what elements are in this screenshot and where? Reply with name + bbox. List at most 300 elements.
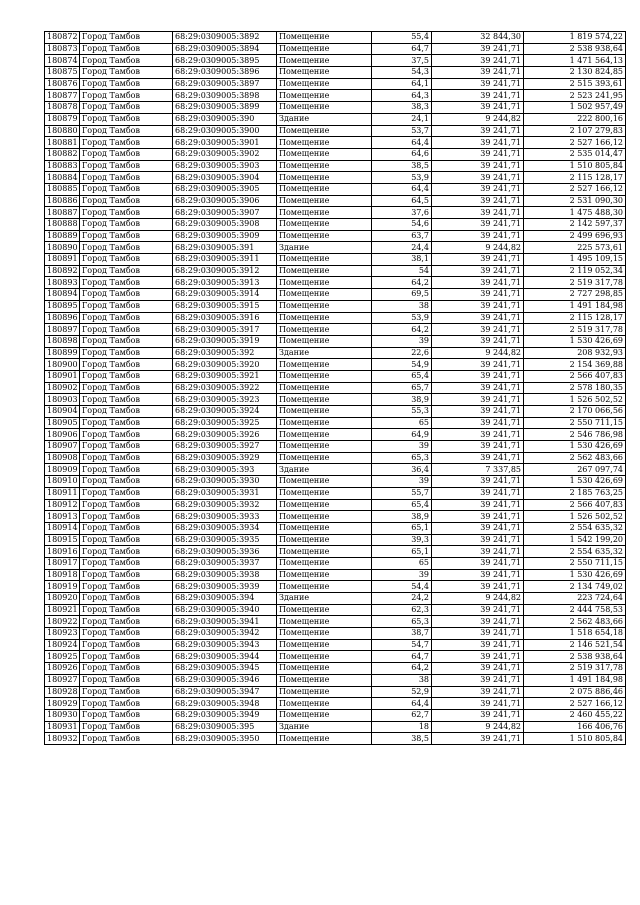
cadastral-number-cell: 68:29:0309005:394 xyxy=(173,593,277,605)
area-cell: 64,2 xyxy=(372,324,432,336)
cadastral-value-cell: 1 526 502,52 xyxy=(524,394,626,406)
table-row xyxy=(45,230,626,242)
cadastral-number-cell: 68:29:0309005:3909 xyxy=(173,230,277,242)
row-number-cell: 180924 xyxy=(45,639,80,651)
specific-value-cell: 39 241,71 xyxy=(432,230,524,242)
specific-value-cell: 39 241,71 xyxy=(432,172,524,184)
object-type-cell: Помещение xyxy=(277,230,372,242)
table-row xyxy=(45,137,626,149)
table-row xyxy=(45,102,626,114)
cadastral-value-cell: 2 115 128,17 xyxy=(524,172,626,184)
row-number-cell: 180875 xyxy=(45,67,80,79)
area-cell: 24,4 xyxy=(372,242,432,254)
specific-value-cell: 39 241,71 xyxy=(432,616,524,628)
area-cell: 65 xyxy=(372,557,432,569)
area-cell: 53,7 xyxy=(372,125,432,137)
cadastral-number-cell: 68:29:0309005:3931 xyxy=(173,487,277,499)
cadastral-value-cell: 2 170 066,56 xyxy=(524,406,626,418)
cadastral-value-cell: 1 530 426,69 xyxy=(524,335,626,347)
row-number-cell: 180892 xyxy=(45,265,80,277)
area-cell: 53,9 xyxy=(372,312,432,324)
cadastral-value-cell: 267 097,74 xyxy=(524,464,626,476)
specific-value-cell: 39 241,71 xyxy=(432,406,524,418)
cadastral-number-cell: 68:29:0309005:3947 xyxy=(173,686,277,698)
locality-cell: Город Тамбов xyxy=(80,663,173,675)
row-number-cell: 180910 xyxy=(45,476,80,488)
cadastral-number-cell: 68:29:0309005:3907 xyxy=(173,207,277,219)
object-type-cell: Помещение xyxy=(277,160,372,172)
table-row xyxy=(45,370,626,382)
area-cell: 65,4 xyxy=(372,499,432,511)
cadastral-value-cell: 2 460 455,22 xyxy=(524,709,626,721)
row-number-cell: 180920 xyxy=(45,593,80,605)
row-number-cell: 180926 xyxy=(45,663,80,675)
cadastral-number-cell: 68:29:0309005:3916 xyxy=(173,312,277,324)
cadastral-value-cell: 2 075 886,46 xyxy=(524,686,626,698)
cadastral-number-cell: 68:29:0309005:3924 xyxy=(173,406,277,418)
specific-value-cell: 39 241,71 xyxy=(432,359,524,371)
specific-value-cell: 39 241,71 xyxy=(432,312,524,324)
area-cell: 55,4 xyxy=(372,32,432,44)
area-cell: 65,3 xyxy=(372,616,432,628)
object-type-cell: Помещение xyxy=(277,90,372,102)
locality-cell: Город Тамбов xyxy=(80,628,173,640)
cadastral-number-cell: 68:29:0309005:3938 xyxy=(173,569,277,581)
cadastral-number-cell: 68:29:0309005:3941 xyxy=(173,616,277,628)
object-type-cell: Помещение xyxy=(277,219,372,231)
table-row xyxy=(45,195,626,207)
specific-value-cell: 39 241,71 xyxy=(432,382,524,394)
specific-value-cell: 39 241,71 xyxy=(432,628,524,640)
area-cell: 38,7 xyxy=(372,628,432,640)
locality-cell: Город Тамбов xyxy=(80,441,173,453)
object-type-cell: Помещение xyxy=(277,67,372,79)
locality-cell: Город Тамбов xyxy=(80,324,173,336)
row-number-cell: 180906 xyxy=(45,429,80,441)
area-cell: 62,7 xyxy=(372,709,432,721)
locality-cell: Город Тамбов xyxy=(80,207,173,219)
object-type-cell: Помещение xyxy=(277,382,372,394)
table-row xyxy=(45,289,626,301)
cadastral-number-cell: 68:29:0309005:3943 xyxy=(173,639,277,651)
cadastral-value-cell: 1 471 564,13 xyxy=(524,55,626,67)
locality-cell: Город Тамбов xyxy=(80,639,173,651)
cadastral-number-cell: 68:29:0309005:3903 xyxy=(173,160,277,172)
cadastral-value-cell: 2 444 758,53 xyxy=(524,604,626,616)
table-row xyxy=(45,452,626,464)
specific-value-cell: 39 241,71 xyxy=(432,195,524,207)
cadastral-number-cell: 68:29:0309005:3914 xyxy=(173,289,277,301)
object-type-cell: Помещение xyxy=(277,663,372,675)
cadastral-value-cell: 222 800,16 xyxy=(524,113,626,125)
specific-value-cell: 39 241,71 xyxy=(432,394,524,406)
area-cell: 39,3 xyxy=(372,534,432,546)
cadastral-number-cell: 68:29:0309005:3898 xyxy=(173,90,277,102)
locality-cell: Город Тамбов xyxy=(80,359,173,371)
area-cell: 38,1 xyxy=(372,254,432,266)
table-row xyxy=(45,113,626,125)
area-cell: 65,3 xyxy=(372,452,432,464)
specific-value-cell: 39 241,71 xyxy=(432,499,524,511)
row-number-cell: 180886 xyxy=(45,195,80,207)
object-type-cell: Помещение xyxy=(277,265,372,277)
area-cell: 65 xyxy=(372,417,432,429)
specific-value-cell: 39 241,71 xyxy=(432,43,524,55)
row-number-cell: 180903 xyxy=(45,394,80,406)
table-row xyxy=(45,148,626,160)
specific-value-cell: 9 244,82 xyxy=(432,721,524,733)
area-cell: 62,3 xyxy=(372,604,432,616)
cadastral-value-cell: 2 546 786,98 xyxy=(524,429,626,441)
cadastral-number-cell: 68:29:0309005:3930 xyxy=(173,476,277,488)
locality-cell: Город Тамбов xyxy=(80,569,173,581)
cadastral-value-cell: 2 527 166,12 xyxy=(524,698,626,710)
specific-value-cell: 39 241,71 xyxy=(432,429,524,441)
table-row xyxy=(45,709,626,721)
cadastral-value-cell: 2 727 298,85 xyxy=(524,289,626,301)
row-number-cell: 180925 xyxy=(45,651,80,663)
row-number-cell: 180902 xyxy=(45,382,80,394)
cadastral-value-cell: 2 519 317,78 xyxy=(524,277,626,289)
area-cell: 24,1 xyxy=(372,113,432,125)
cadastral-number-cell: 68:29:0309005:3905 xyxy=(173,183,277,195)
cadastral-number-cell: 68:29:0309005:391 xyxy=(173,242,277,254)
object-type-cell: Помещение xyxy=(277,55,372,67)
table-row xyxy=(45,172,626,184)
table-row xyxy=(45,663,626,675)
area-cell: 54,9 xyxy=(372,359,432,371)
locality-cell: Город Тамбов xyxy=(80,300,173,312)
area-cell: 65,4 xyxy=(372,370,432,382)
table-body xyxy=(45,32,626,745)
row-number-cell: 180880 xyxy=(45,125,80,137)
table-row xyxy=(45,651,626,663)
cadastral-number-cell: 68:29:0309005:3925 xyxy=(173,417,277,429)
table-row xyxy=(45,476,626,488)
table-row xyxy=(45,312,626,324)
object-type-cell: Здание xyxy=(277,242,372,254)
locality-cell: Город Тамбов xyxy=(80,499,173,511)
cadastral-value-cell: 1 502 957,49 xyxy=(524,102,626,114)
table-row xyxy=(45,616,626,628)
specific-value-cell: 39 241,71 xyxy=(432,324,524,336)
locality-cell: Город Тамбов xyxy=(80,511,173,523)
area-cell: 53,9 xyxy=(372,172,432,184)
cadastral-number-cell: 68:29:0309005:3896 xyxy=(173,67,277,79)
table-row xyxy=(45,581,626,593)
table-row xyxy=(45,242,626,254)
object-type-cell: Помещение xyxy=(277,546,372,558)
locality-cell: Город Тамбов xyxy=(80,254,173,266)
cadastral-number-cell: 68:29:0309005:392 xyxy=(173,347,277,359)
specific-value-cell: 39 241,71 xyxy=(432,674,524,686)
specific-value-cell: 39 241,71 xyxy=(432,546,524,558)
cadastral-value-cell: 2 134 749,02 xyxy=(524,581,626,593)
area-cell: 64,9 xyxy=(372,429,432,441)
locality-cell: Город Тамбов xyxy=(80,148,173,160)
object-type-cell: Помещение xyxy=(277,172,372,184)
locality-cell: Город Тамбов xyxy=(80,534,173,546)
locality-cell: Город Тамбов xyxy=(80,546,173,558)
area-cell: 38 xyxy=(372,300,432,312)
cadastral-value-cell: 2 107 279,83 xyxy=(524,125,626,137)
cadastral-value-cell: 1 495 109,15 xyxy=(524,254,626,266)
cadastral-number-cell: 68:29:0309005:3912 xyxy=(173,265,277,277)
row-number-cell: 180929 xyxy=(45,698,80,710)
cadastral-number-cell: 68:29:0309005:3922 xyxy=(173,382,277,394)
row-number-cell: 180916 xyxy=(45,546,80,558)
table-row xyxy=(45,674,626,686)
object-type-cell: Помещение xyxy=(277,102,372,114)
row-number-cell: 180887 xyxy=(45,207,80,219)
table-row xyxy=(45,733,626,745)
area-cell: 36,4 xyxy=(372,464,432,476)
specific-value-cell: 39 241,71 xyxy=(432,277,524,289)
area-cell: 39 xyxy=(372,335,432,347)
locality-cell: Город Тамбов xyxy=(80,698,173,710)
row-number-cell: 180884 xyxy=(45,172,80,184)
specific-value-cell: 39 241,71 xyxy=(432,534,524,546)
locality-cell: Город Тамбов xyxy=(80,429,173,441)
cadastral-value-cell: 2 538 938,64 xyxy=(524,651,626,663)
locality-cell: Город Тамбов xyxy=(80,172,173,184)
locality-cell: Город Тамбов xyxy=(80,160,173,172)
row-number-cell: 180895 xyxy=(45,300,80,312)
locality-cell: Город Тамбов xyxy=(80,733,173,745)
table-row xyxy=(45,90,626,102)
row-number-cell: 180883 xyxy=(45,160,80,172)
row-number-cell: 180918 xyxy=(45,569,80,581)
specific-value-cell: 39 241,71 xyxy=(432,207,524,219)
object-type-cell: Помещение xyxy=(277,686,372,698)
locality-cell: Город Тамбов xyxy=(80,487,173,499)
area-cell: 54,7 xyxy=(372,639,432,651)
area-cell: 37,5 xyxy=(372,55,432,67)
object-type-cell: Помещение xyxy=(277,651,372,663)
area-cell: 38,5 xyxy=(372,160,432,172)
object-type-cell: Помещение xyxy=(277,335,372,347)
specific-value-cell: 39 241,71 xyxy=(432,557,524,569)
cadastral-value-cell: 1 475 488,30 xyxy=(524,207,626,219)
table-row xyxy=(45,464,626,476)
area-cell: 38,5 xyxy=(372,733,432,745)
specific-value-cell: 39 241,71 xyxy=(432,569,524,581)
table-row xyxy=(45,125,626,137)
table-row xyxy=(45,441,626,453)
specific-value-cell: 39 241,71 xyxy=(432,604,524,616)
cadastral-number-cell: 68:29:0309005:3921 xyxy=(173,370,277,382)
locality-cell: Город Тамбов xyxy=(80,230,173,242)
specific-value-cell: 39 241,71 xyxy=(432,698,524,710)
row-number-cell: 180901 xyxy=(45,370,80,382)
locality-cell: Город Тамбов xyxy=(80,382,173,394)
specific-value-cell: 9 244,82 xyxy=(432,593,524,605)
object-type-cell: Помещение xyxy=(277,674,372,686)
locality-cell: Город Тамбов xyxy=(80,394,173,406)
cadastral-value-cell: 2 562 483,66 xyxy=(524,452,626,464)
table-row xyxy=(45,394,626,406)
cadastral-value-cell: 2 527 166,12 xyxy=(524,137,626,149)
row-number-cell: 180889 xyxy=(45,230,80,242)
cadastral-number-cell: 68:29:0309005:3939 xyxy=(173,581,277,593)
specific-value-cell: 39 241,71 xyxy=(432,335,524,347)
cadastral-value-cell: 2 523 241,95 xyxy=(524,90,626,102)
object-type-cell: Помещение xyxy=(277,148,372,160)
cadastral-value-cell: 223 724,64 xyxy=(524,593,626,605)
specific-value-cell: 39 241,71 xyxy=(432,686,524,698)
cadastral-value-cell: 1 491 184,98 xyxy=(524,300,626,312)
row-number-cell: 180881 xyxy=(45,137,80,149)
cadastral-number-cell: 68:29:0309005:3926 xyxy=(173,429,277,441)
cadastral-number-cell: 68:29:0309005:3915 xyxy=(173,300,277,312)
area-cell: 55,7 xyxy=(372,487,432,499)
table-row xyxy=(45,55,626,67)
cadastral-number-cell: 68:29:0309005:3942 xyxy=(173,628,277,640)
row-number-cell: 180928 xyxy=(45,686,80,698)
table-row xyxy=(45,78,626,90)
object-type-cell: Помещение xyxy=(277,476,372,488)
object-type-cell: Помещение xyxy=(277,441,372,453)
cadastral-value-cell: 1 542 199,20 xyxy=(524,534,626,546)
locality-cell: Город Тамбов xyxy=(80,522,173,534)
object-type-cell: Помещение xyxy=(277,370,372,382)
object-type-cell: Здание xyxy=(277,464,372,476)
object-type-cell: Помещение xyxy=(277,709,372,721)
object-type-cell: Помещение xyxy=(277,639,372,651)
locality-cell: Город Тамбов xyxy=(80,686,173,698)
cadastral-number-cell: 68:29:0309005:3902 xyxy=(173,148,277,160)
table-row xyxy=(45,277,626,289)
cadastral-value-cell: 2 519 317,78 xyxy=(524,324,626,336)
row-number-cell: 180894 xyxy=(45,289,80,301)
specific-value-cell: 39 241,71 xyxy=(432,160,524,172)
area-cell: 64,3 xyxy=(372,90,432,102)
row-number-cell: 180931 xyxy=(45,721,80,733)
object-type-cell: Помещение xyxy=(277,511,372,523)
table-row xyxy=(45,429,626,441)
table-row xyxy=(45,639,626,651)
cadastral-value-cell: 2 550 711,15 xyxy=(524,557,626,569)
specific-value-cell: 39 241,71 xyxy=(432,663,524,675)
object-type-cell: Помещение xyxy=(277,452,372,464)
object-type-cell: Помещение xyxy=(277,569,372,581)
cadastral-value-cell: 2 550 711,15 xyxy=(524,417,626,429)
locality-cell: Город Тамбов xyxy=(80,195,173,207)
locality-cell: Город Тамбов xyxy=(80,242,173,254)
locality-cell: Город Тамбов xyxy=(80,674,173,686)
object-type-cell: Помещение xyxy=(277,277,372,289)
object-type-cell: Здание xyxy=(277,347,372,359)
cadastral-number-cell: 68:29:0309005:3904 xyxy=(173,172,277,184)
cadastral-number-cell: 68:29:0309005:3934 xyxy=(173,522,277,534)
area-cell: 55,3 xyxy=(372,406,432,418)
object-type-cell: Помещение xyxy=(277,43,372,55)
table-row xyxy=(45,628,626,640)
object-type-cell: Помещение xyxy=(277,604,372,616)
specific-value-cell: 39 241,71 xyxy=(432,511,524,523)
area-cell: 63,7 xyxy=(372,230,432,242)
specific-value-cell: 32 844,30 xyxy=(432,32,524,44)
cadastral-value-cell: 2 185 763,25 xyxy=(524,487,626,499)
cadastral-value-cell: 2 499 696,93 xyxy=(524,230,626,242)
table-row xyxy=(45,67,626,79)
row-number-cell: 180907 xyxy=(45,441,80,453)
locality-cell: Город Тамбов xyxy=(80,370,173,382)
area-cell: 54 xyxy=(372,265,432,277)
specific-value-cell: 39 241,71 xyxy=(432,370,524,382)
specific-value-cell: 39 241,71 xyxy=(432,522,524,534)
specific-value-cell: 39 241,71 xyxy=(432,90,524,102)
row-number-cell: 180905 xyxy=(45,417,80,429)
row-number-cell: 180878 xyxy=(45,102,80,114)
row-number-cell: 180908 xyxy=(45,452,80,464)
locality-cell: Город Тамбов xyxy=(80,219,173,231)
cadastral-number-cell: 68:29:0309005:3927 xyxy=(173,441,277,453)
area-cell: 38,9 xyxy=(372,394,432,406)
cadastral-number-cell: 68:29:0309005:3950 xyxy=(173,733,277,745)
specific-value-cell: 39 241,71 xyxy=(432,219,524,231)
locality-cell: Город Тамбов xyxy=(80,721,173,733)
row-number-cell: 180917 xyxy=(45,557,80,569)
table-row xyxy=(45,522,626,534)
specific-value-cell: 9 244,82 xyxy=(432,113,524,125)
row-number-cell: 180877 xyxy=(45,90,80,102)
row-number-cell: 180882 xyxy=(45,148,80,160)
cadastral-value-cell: 2 119 052,34 xyxy=(524,265,626,277)
area-cell: 64,7 xyxy=(372,43,432,55)
cadastral-value-cell: 2 527 166,12 xyxy=(524,183,626,195)
object-type-cell: Помещение xyxy=(277,698,372,710)
specific-value-cell: 39 241,71 xyxy=(432,581,524,593)
object-type-cell: Помещение xyxy=(277,289,372,301)
area-cell: 39 xyxy=(372,441,432,453)
locality-cell: Город Тамбов xyxy=(80,137,173,149)
area-cell: 24,2 xyxy=(372,593,432,605)
specific-value-cell: 39 241,71 xyxy=(432,148,524,160)
cadastral-value-cell: 2 515 393,61 xyxy=(524,78,626,90)
cadastral-number-cell: 68:29:0309005:3917 xyxy=(173,324,277,336)
cadastral-number-cell: 68:29:0309005:3944 xyxy=(173,651,277,663)
row-number-cell: 180927 xyxy=(45,674,80,686)
locality-cell: Город Тамбов xyxy=(80,593,173,605)
row-number-cell: 180888 xyxy=(45,219,80,231)
specific-value-cell: 39 241,71 xyxy=(432,265,524,277)
table-row xyxy=(45,698,626,710)
specific-value-cell: 39 241,71 xyxy=(432,67,524,79)
cadastral-number-cell: 68:29:0309005:3899 xyxy=(173,102,277,114)
locality-cell: Город Тамбов xyxy=(80,616,173,628)
table-row xyxy=(45,300,626,312)
cadastral-number-cell: 68:29:0309005:3920 xyxy=(173,359,277,371)
row-number-cell: 180930 xyxy=(45,709,80,721)
cadastral-value-cell: 2 538 938,64 xyxy=(524,43,626,55)
object-type-cell: Помещение xyxy=(277,406,372,418)
row-number-cell: 180913 xyxy=(45,511,80,523)
cadastral-number-cell: 68:29:0309005:3897 xyxy=(173,78,277,90)
cadastral-number-cell: 68:29:0309005:3894 xyxy=(173,43,277,55)
object-type-cell: Помещение xyxy=(277,32,372,44)
object-type-cell: Помещение xyxy=(277,429,372,441)
locality-cell: Город Тамбов xyxy=(80,90,173,102)
cadastral-value-cell: 2 531 090,30 xyxy=(524,195,626,207)
row-number-cell: 180909 xyxy=(45,464,80,476)
locality-cell: Город Тамбов xyxy=(80,406,173,418)
cadastral-number-cell: 68:29:0309005:3945 xyxy=(173,663,277,675)
object-type-cell: Помещение xyxy=(277,183,372,195)
table-row xyxy=(45,569,626,581)
specific-value-cell: 39 241,71 xyxy=(432,289,524,301)
locality-cell: Город Тамбов xyxy=(80,335,173,347)
